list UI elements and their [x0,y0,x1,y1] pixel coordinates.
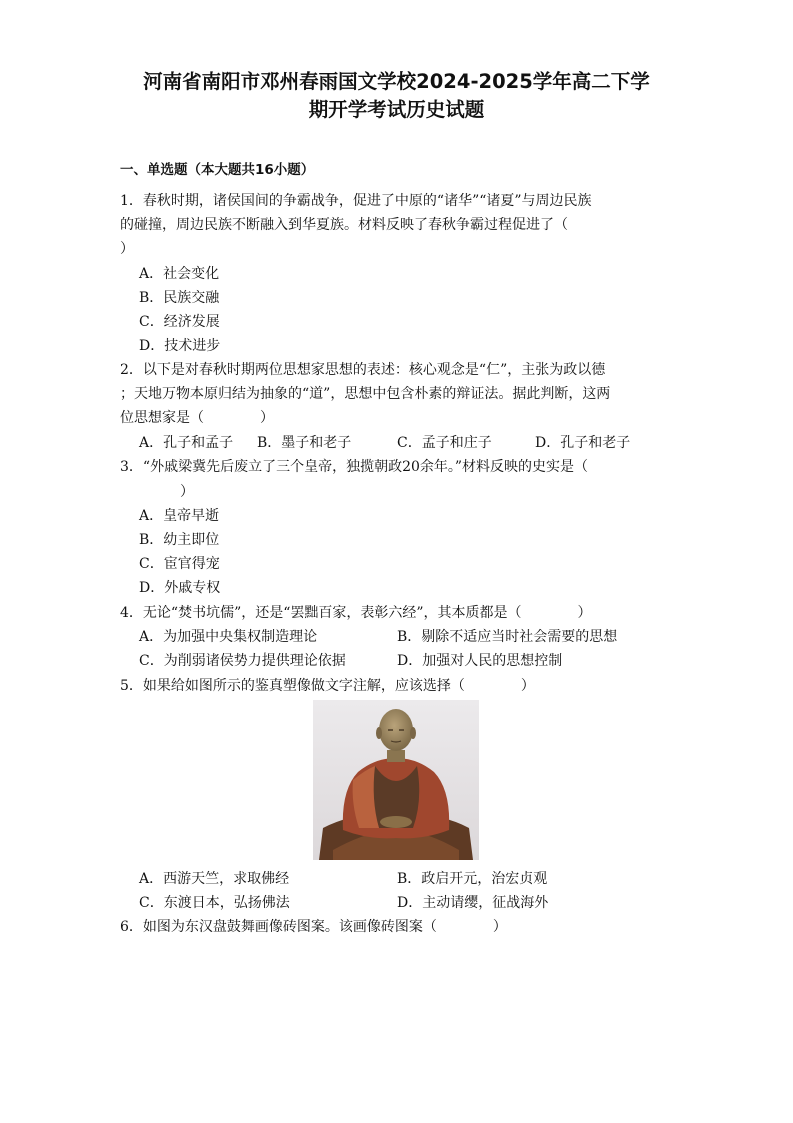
q4-option-d: D．加强对人民的思想控制 [397,653,563,669]
jianzhen-statue-image [313,700,479,860]
q1-option-b: B．民族交融 [139,290,220,306]
q1-stem-line2: 的碰撞，周边民族不断融入到华夏族。材料反映了春秋争霸过程促进了（ [120,217,568,233]
q5-option-c: C．东渡日本，弘扬佛法 [139,895,290,911]
q6-stem-line1: 6．如图为东汉盘鼓舞画像砖图案。该画像砖图案（ ） [120,919,507,935]
title-line-1: 河南省南阳市邓州春雨国文学校2024-2025学年高二下学 [143,70,650,93]
document-title [100,68,693,124]
section-heading: 一、单选题（本大题共16小题） [120,162,315,178]
q2-option-b: B．墨子和老子 [257,435,352,451]
q2-stem-line3: 位思想家是（ ） [120,410,274,426]
q2-stem-line1: 2．以下是对春秋时期两位思想家思想的表述：核心观念是“仁”，主张为政以德 [120,362,606,378]
q3-option-b: B．幼主即位 [139,532,220,548]
q2-stem-line2: ；天地万物本原归结为抽象的“道”，思想中包含朴素的辩证法。据此判断，这两 [120,386,611,402]
q1-stem-line3: ） [120,241,134,257]
q5-stem-line1: 5．如果给如图所示的鉴真塑像做文字注解，应该选择（ ） [120,678,535,694]
q4-stem-line1: 4．无论“焚书坑儒”，还是“罢黜百家，表彰六经”，其本质都是（ ） [120,605,592,621]
q1-stem-line1: 1．春秋时期，诸侯国间的争霸战争，促进了中原的“诸华”“诸夏”与周边民族 [120,193,592,209]
q4-option-b: B．剔除不适应当时社会需要的思想 [397,629,618,645]
q1-option-d: D．技术进步 [139,338,221,354]
q3-option-d: D．外戚专权 [139,580,221,596]
q4-option-a: A．为加强中央集权制造理论 [139,629,318,645]
q2-option-c: C．孟子和庄子 [397,435,492,451]
q2-option-d: D．孔子和老子 [535,435,631,451]
q4-option-c: C．为削弱诸侯势力提供理论依据 [139,653,346,669]
q1-option-a: A．社会变化 [139,266,220,282]
q2-option-a: A．孔子和孟子 [139,435,234,451]
q5-option-d: D．主动请缨，征战海外 [397,895,549,911]
q3-stem-line1: 3．“外戚梁冀先后废立了三个皇帝，独揽朝政20余年。”材料反映的史实是（ [120,459,589,475]
statue-illustration [313,700,479,860]
q3-option-a: A．皇帝早逝 [139,508,220,524]
q1-option-c: C．经济发展 [139,314,220,330]
q5-option-b: B．政启开元，治宏贞观 [397,871,548,887]
q3-stem-line2: ） [180,484,194,500]
q5-option-a: A．西游天竺，求取佛经 [139,871,290,887]
q3-option-c: C．宦官得宠 [139,556,220,572]
title-line-2: 期开学考试历史试题 [308,98,485,121]
